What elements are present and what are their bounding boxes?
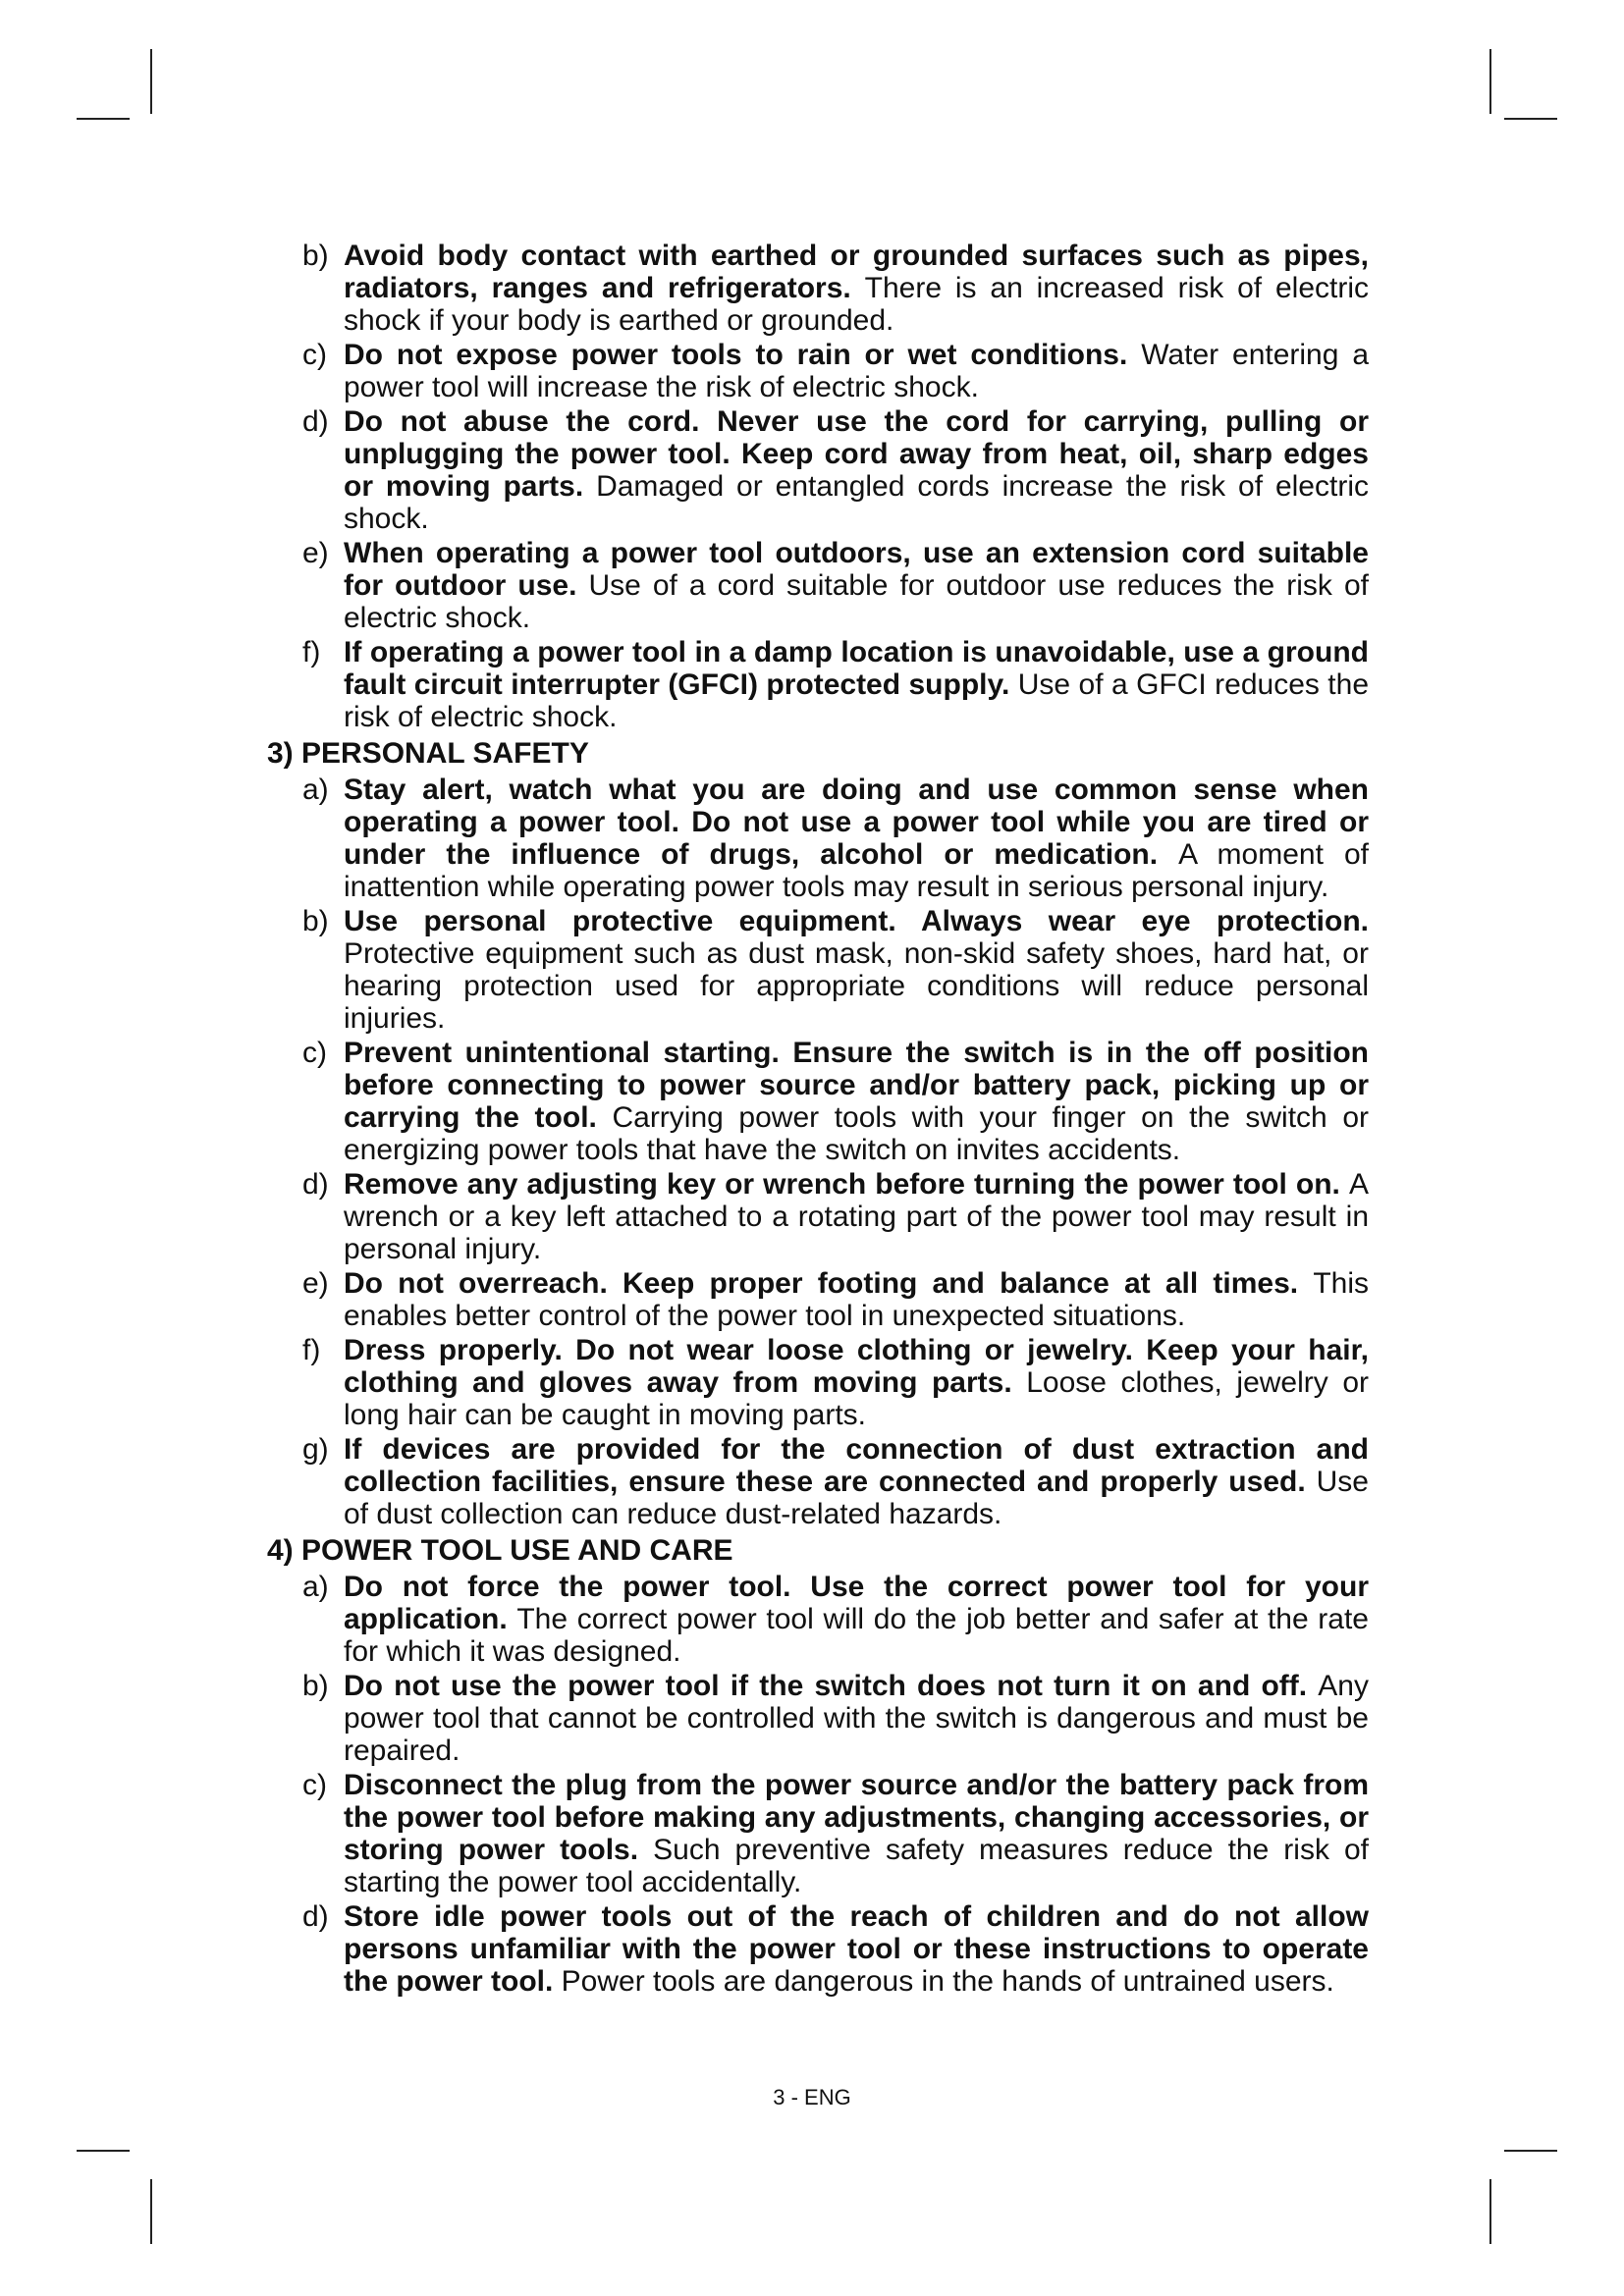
list-item bbox=[267, 1670, 1369, 1767]
item-bold-text: Do not abuse the cord. Never use the cord for carrying, pulling or unplugging the power tool. Keep cord away from heat, oil, sharp edges or moving parts. bbox=[344, 405, 1369, 503]
list-item bbox=[267, 1433, 1369, 1530]
item-text: This enables better control of the power tool in unexpected situations. bbox=[344, 1267, 1369, 1332]
item-bold-text: Dress properly. Do not wear loose clothing or jewelry. Keep your hair, clothing and gloves away from moving parts. bbox=[344, 1334, 1369, 1399]
item-text: Loose clothes, jewelry or long hair can be caught in moving parts. bbox=[344, 1366, 1369, 1431]
crop-mark-top-left-vertical bbox=[150, 49, 152, 114]
item-label: c) bbox=[302, 1037, 327, 1069]
list-item bbox=[267, 1267, 1369, 1332]
item-label: b) bbox=[302, 240, 329, 272]
crop-mark-top-left-horizontal bbox=[77, 118, 130, 120]
item-bold-text: If devices are provided for the connection of dust extraction and collection facilities, ensure these are connected and properly used. bbox=[344, 1433, 1369, 1498]
item-label: b) bbox=[302, 1670, 329, 1702]
list-item bbox=[267, 1334, 1369, 1431]
list-item bbox=[267, 1769, 1369, 1898]
item-bold-text: Remove any adjusting key or wrench before turning the power tool on. bbox=[344, 1168, 1340, 1201]
crop-mark-bottom-right-horizontal bbox=[1504, 2150, 1557, 2152]
item-bold-text: Avoid body contact with earthed or grounded surfaces such as pipes, radiators, ranges and refrigerators. bbox=[344, 240, 1369, 304]
item-text: Use of a GFCI reduces the risk of electric shock. bbox=[344, 668, 1370, 733]
item-text: Carrying power tools with your finger on the switch or energizing power tools that have the switch on invites accidents. bbox=[344, 1101, 1370, 1166]
item-label: a) bbox=[302, 774, 329, 806]
item-bold-text: Use personal protective equipment. Always wear eye protection. bbox=[344, 905, 1369, 937]
item-label: c) bbox=[302, 339, 327, 371]
item-bold-text: Do not force the power tool. Use the correct power tool for your application. bbox=[344, 1571, 1369, 1635]
item-text: Power tools are dangerous in the hands of untrained users. bbox=[561, 1965, 1334, 1998]
item-text: Any power tool that cannot be controlled with the switch is dangerous and must be repaired. bbox=[344, 1670, 1369, 1767]
list-item bbox=[267, 774, 1369, 903]
section-heading-personal-safety: 3) PERSONAL SAFETY bbox=[267, 737, 589, 770]
item-bold-text: Prevent unintentional starting. Ensure the switch is in the off position before connecting to power source and/or battery pack, picking up or carrying the tool. bbox=[344, 1037, 1369, 1134]
list-item bbox=[267, 1571, 1369, 1668]
item-bold-text: Do not overreach. Keep proper footing and balance at all times. bbox=[344, 1267, 1299, 1300]
list-item bbox=[267, 1168, 1369, 1265]
list-item bbox=[267, 405, 1369, 535]
list-item bbox=[267, 339, 1369, 403]
item-label: d) bbox=[302, 1900, 329, 1933]
item-text: Use of a cord suitable for outdoor use reduces the risk of electric shock. bbox=[344, 569, 1369, 634]
item-text: Use of dust collection can reduce dust-related hazards. bbox=[344, 1466, 1369, 1530]
item-bold-text: When operating a power tool outdoors, use an extension cord suitable for outdoor use. bbox=[344, 537, 1369, 602]
item-label: e) bbox=[302, 1267, 329, 1300]
list-item bbox=[267, 905, 1369, 1035]
item-text: A wrench or a key left attached to a rotating part of the power tool may result in personal injury. bbox=[344, 1168, 1369, 1265]
item-label: f) bbox=[302, 1334, 321, 1366]
crop-mark-top-right-vertical bbox=[1489, 49, 1491, 114]
crop-mark-bottom-left-horizontal bbox=[77, 2150, 130, 2152]
page-number: 3 - ENG bbox=[773, 2085, 851, 2109]
item-label: a) bbox=[302, 1571, 329, 1603]
list-item bbox=[267, 1037, 1369, 1166]
item-label: g) bbox=[302, 1433, 329, 1466]
item-bold-text: Do not expose power tools to rain or wet conditions. bbox=[344, 339, 1128, 371]
item-label: f) bbox=[302, 636, 321, 668]
item-bold-text: Disconnect the plug from the power source and/or the battery pack from the power tool before making any adjustments, changing accessories, or storing power tools. bbox=[344, 1769, 1369, 1866]
item-text: Protective equipment such as dust mask, non-skid safety shoes, hard hat, or hearing protection used for appropriate conditions will reduce personal injuries. bbox=[344, 937, 1369, 1035]
crop-mark-top-right-horizontal bbox=[1504, 118, 1557, 120]
item-text: Water entering a power tool will increase the risk of electric shock. bbox=[344, 339, 1369, 403]
crop-mark-bottom-right-vertical bbox=[1489, 2179, 1491, 2244]
item-text: Damaged or entangled cords increase the risk of electric shock. bbox=[344, 470, 1369, 535]
item-label: e) bbox=[302, 537, 329, 569]
document-body bbox=[267, 240, 1369, 2000]
item-text: There is an increased risk of electric shock if your body is earthed or grounded. bbox=[344, 272, 1369, 337]
item-label: c) bbox=[302, 1769, 327, 1801]
list-item bbox=[267, 1900, 1369, 1998]
item-text: Such preventive safety measures reduce the risk of starting the power tool accidentally. bbox=[344, 1834, 1370, 1898]
item-text: A moment of inattention while operating power tools may result in serious personal injury. bbox=[344, 838, 1369, 903]
item-label: b) bbox=[302, 905, 329, 937]
item-label: d) bbox=[302, 405, 329, 438]
crop-mark-bottom-left-vertical bbox=[150, 2179, 152, 2244]
list-item bbox=[267, 636, 1369, 733]
item-bold-text: Do not use the power tool if the switch does not turn it on and off. bbox=[344, 1670, 1308, 1702]
list-item bbox=[267, 537, 1369, 634]
section-heading-power-tool-use: 4) POWER TOOL USE AND CARE bbox=[267, 1534, 733, 1567]
item-text: The correct power tool will do the job better and safer at the rate for which it was designed. bbox=[344, 1603, 1369, 1668]
item-bold-text: Stay alert, watch what you are doing and use common sense when operating a power tool. Do not use a power tool while you are tired or under the influence of drugs, alcohol or medication. bbox=[344, 774, 1369, 871]
item-bold-text: If operating a power tool in a damp location is unavoidable, use a ground fault circuit interrupter (GFCI) protected supply. bbox=[344, 636, 1369, 701]
list-item bbox=[267, 240, 1369, 337]
item-label: d) bbox=[302, 1168, 329, 1201]
item-bold-text: Store idle power tools out of the reach of children and do not allow persons unfamiliar with the power tool or these instructions to operate the power tool. bbox=[344, 1900, 1369, 1998]
